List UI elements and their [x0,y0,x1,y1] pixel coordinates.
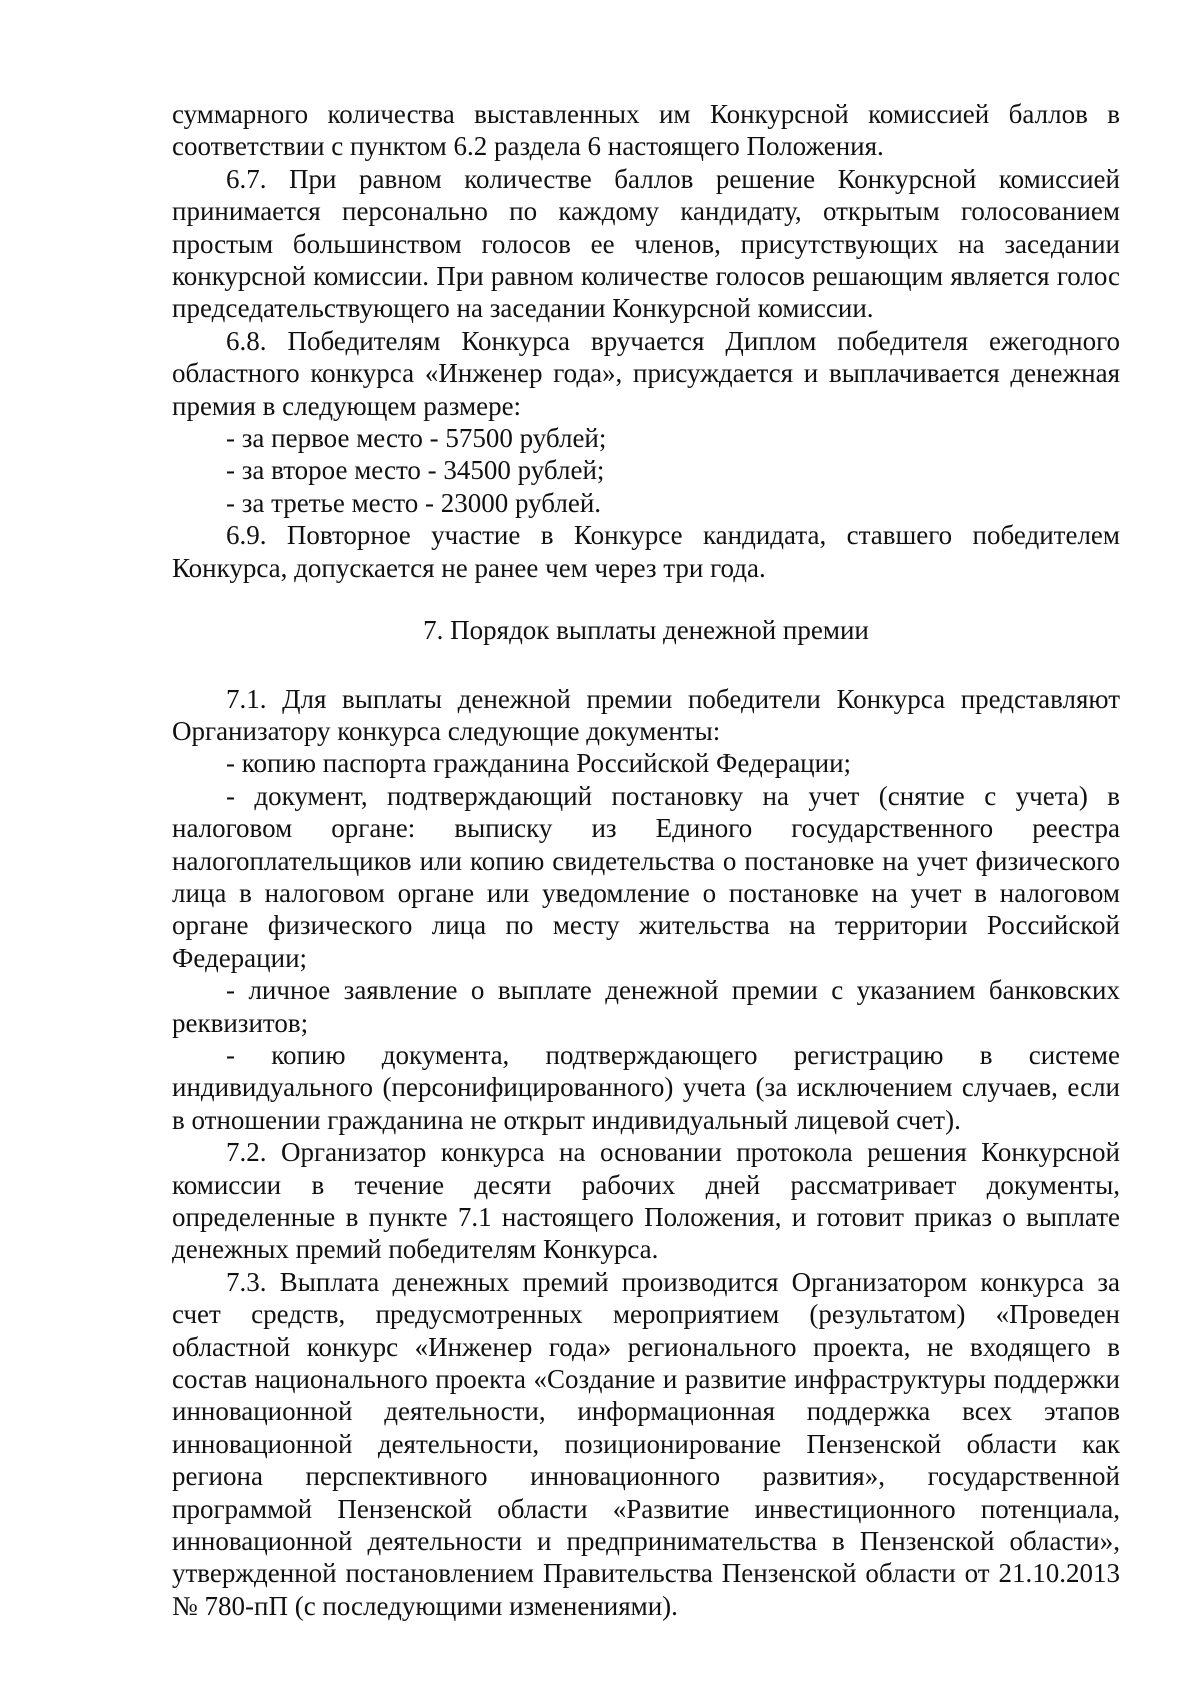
document-item-passport: - копию паспорта гражданина Российской Федерации; [226,748,852,779]
document-item-tax-registration: - документ, подтверждающий постановку на учет (снятие с учета) в налоговом органе: выписку из Единого государственного реестра налогоплательщиков или копию свидетельства о постановке на учет физического лица в налоговом органе или уведомление о постановке на учет в налоговом органе физического лица по месту жительства на территории Российской Федерации; [172,780,1120,973]
paragraph-6-6-continuation: суммарного количества выставленных им Конкурсной комиссией баллов в соответствии с пунктом 6.2 раздела 6 настоящего Положения. [172,99,1120,162]
document-item-personal-account: - копию документа, подтверждающего регистрацию в системе индивидуального (персонифицированного) учета (за исключением случаев, если в отношении гражданина не открыт индивидуальный лицевой счет). [172,1039,1120,1135]
document-page [172,98,1120,1622]
prize-second-place: - за второе место - 34500 рублей; [226,455,605,486]
document-item-application: - личное заявление о выплате денежной премии с указанием банковских реквизитов; [172,975,1120,1038]
paragraph-6-7: 6.7. При равном количестве баллов решение Конкурсной комиссией принимается персонально по каждому кандидату, открытым голосованием простым большинством голосов ее членов, присутствующих на заседании конкурсной комиссии. При равном количестве голосов решающим является голос председательствующего на заседании Конкурсной комиссии. [172,163,1120,324]
paragraph-7-3: 7.3. Выплата денежных премий производится Организатором конкурса за счет средств, предусмотренных мероприятием (результатом) «Проведен областной конкурс «Инженер года» регионального проекта, не входящего в состав национального проекта «Создание и развитие инфраструктуры поддержки инновационной деятельности, информационная поддержка всех этапов инновационной деятельности, позиционирование Пензенской области как региона перспективного инновационного развития», государственной программой Пензенской области «Развитие инвестиционного потенциала, инновационной деятельности и предпринимательства в Пензенской области», утвержденной постановлением Правительства Пензенской области от 21.10.2013 № 780-пП (с последующими изменениями). [172,1266,1120,1621]
prize-first-place: - за первое место - 57500 рублей; [226,423,607,454]
paragraph-6-9: 6.9. Повторное участие в Конкурсе кандидата, ставшего победителем Конкурса, допускается не ранее чем через три года. [172,520,1120,583]
paragraph-7-2: 7.2. Организатор конкурса на основании протокола решения Конкурсной комиссии в течение десяти рабочих дней рассматривает документы, определенные в пункте 7.1 настоящего Положения, и готовит приказ о выплате денежных премий победителям Конкурса. [172,1137,1120,1265]
paragraph-7-1: 7.1. Для выплаты денежной премии победители Конкурса представляют Организатору конкурса следующие документы: [172,683,1120,746]
section-7-heading: 7. Порядок выплаты денежной премии [423,615,869,646]
prize-third-place: - за третье место - 23000 рублей. [226,487,602,518]
paragraph-6-8: 6.8. Победителям Конкурса вручается Диплом победителя ежегодного областного конкурса «Инженер года», присуждается и выплачивается денежная премия в следующем размере: [172,325,1120,421]
